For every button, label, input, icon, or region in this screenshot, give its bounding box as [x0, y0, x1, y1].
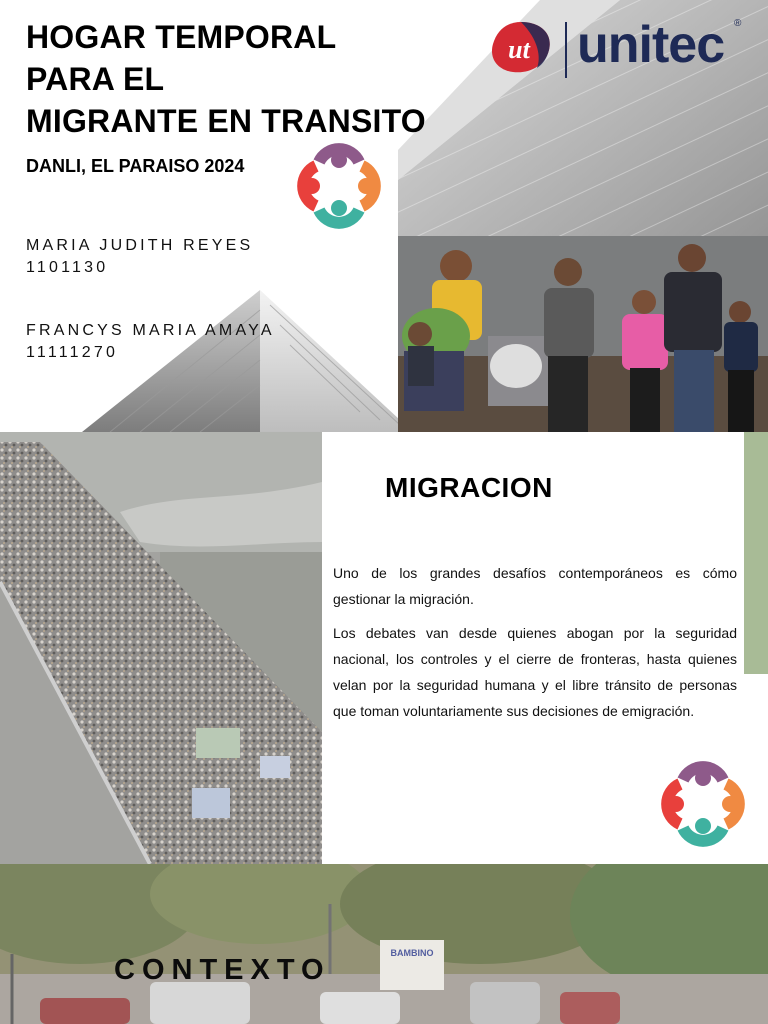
title-line-3: MIGRANTE EN TRANSITO: [26, 103, 426, 139]
author-2-name: FRANCYS MARIA AMAYA: [26, 322, 275, 339]
migracion-heading: MIGRACION: [385, 472, 553, 503]
migracion-body: [333, 560, 737, 732]
accent-bar: [744, 432, 768, 674]
title-line-2: PARA EL: [26, 61, 165, 97]
people-circle-icon-small: [656, 758, 750, 848]
street-traffic-photo: [0, 864, 768, 1024]
migrants-walking-photo: [398, 236, 768, 432]
page-title: [26, 16, 426, 142]
people-circle-icon: [292, 140, 386, 230]
author-1: [26, 235, 253, 279]
svg-text:ut: ut: [508, 35, 530, 64]
author-2-id: 11111270: [26, 344, 119, 361]
bambino-sign-text: BAMBINO: [390, 948, 434, 958]
cover-header: [0, 0, 768, 432]
registered-mark: ®: [734, 18, 742, 29]
migrant-caravan-bridge-photo: [0, 432, 322, 864]
contexto-heading: CONTEXTO: [114, 954, 331, 986]
migracion-paragraph-1: Uno de los grandes desafíos contemporáneos es cómo gestionar la migración.: [333, 565, 737, 607]
subtitle-location-year: DANLI, EL PARAISO 2024: [26, 156, 245, 176]
migracion-paragraph-2: Los debates van desde quienes abogan por la seguridad nacional, los controles y el cierre de fronteras, hasta quienes velan por la seguridad humana y el libre tránsito de personas que toman voluntariamente sus decisiones de emigración.: [333, 625, 737, 719]
author-1-name: MARIA JUDITH REYES: [26, 237, 254, 254]
author-2: [26, 320, 275, 364]
author-1-id: 1101130: [26, 259, 109, 276]
contexto-section: [0, 864, 768, 1024]
title-line-1: HOGAR TEMPORAL: [26, 19, 337, 55]
unitec-wordmark: unitec: [577, 16, 725, 74]
ut-badge-icon: [489, 20, 553, 74]
migracion-section: [0, 432, 768, 864]
logo-divider: [565, 22, 567, 78]
unitec-logo: [489, 18, 749, 80]
